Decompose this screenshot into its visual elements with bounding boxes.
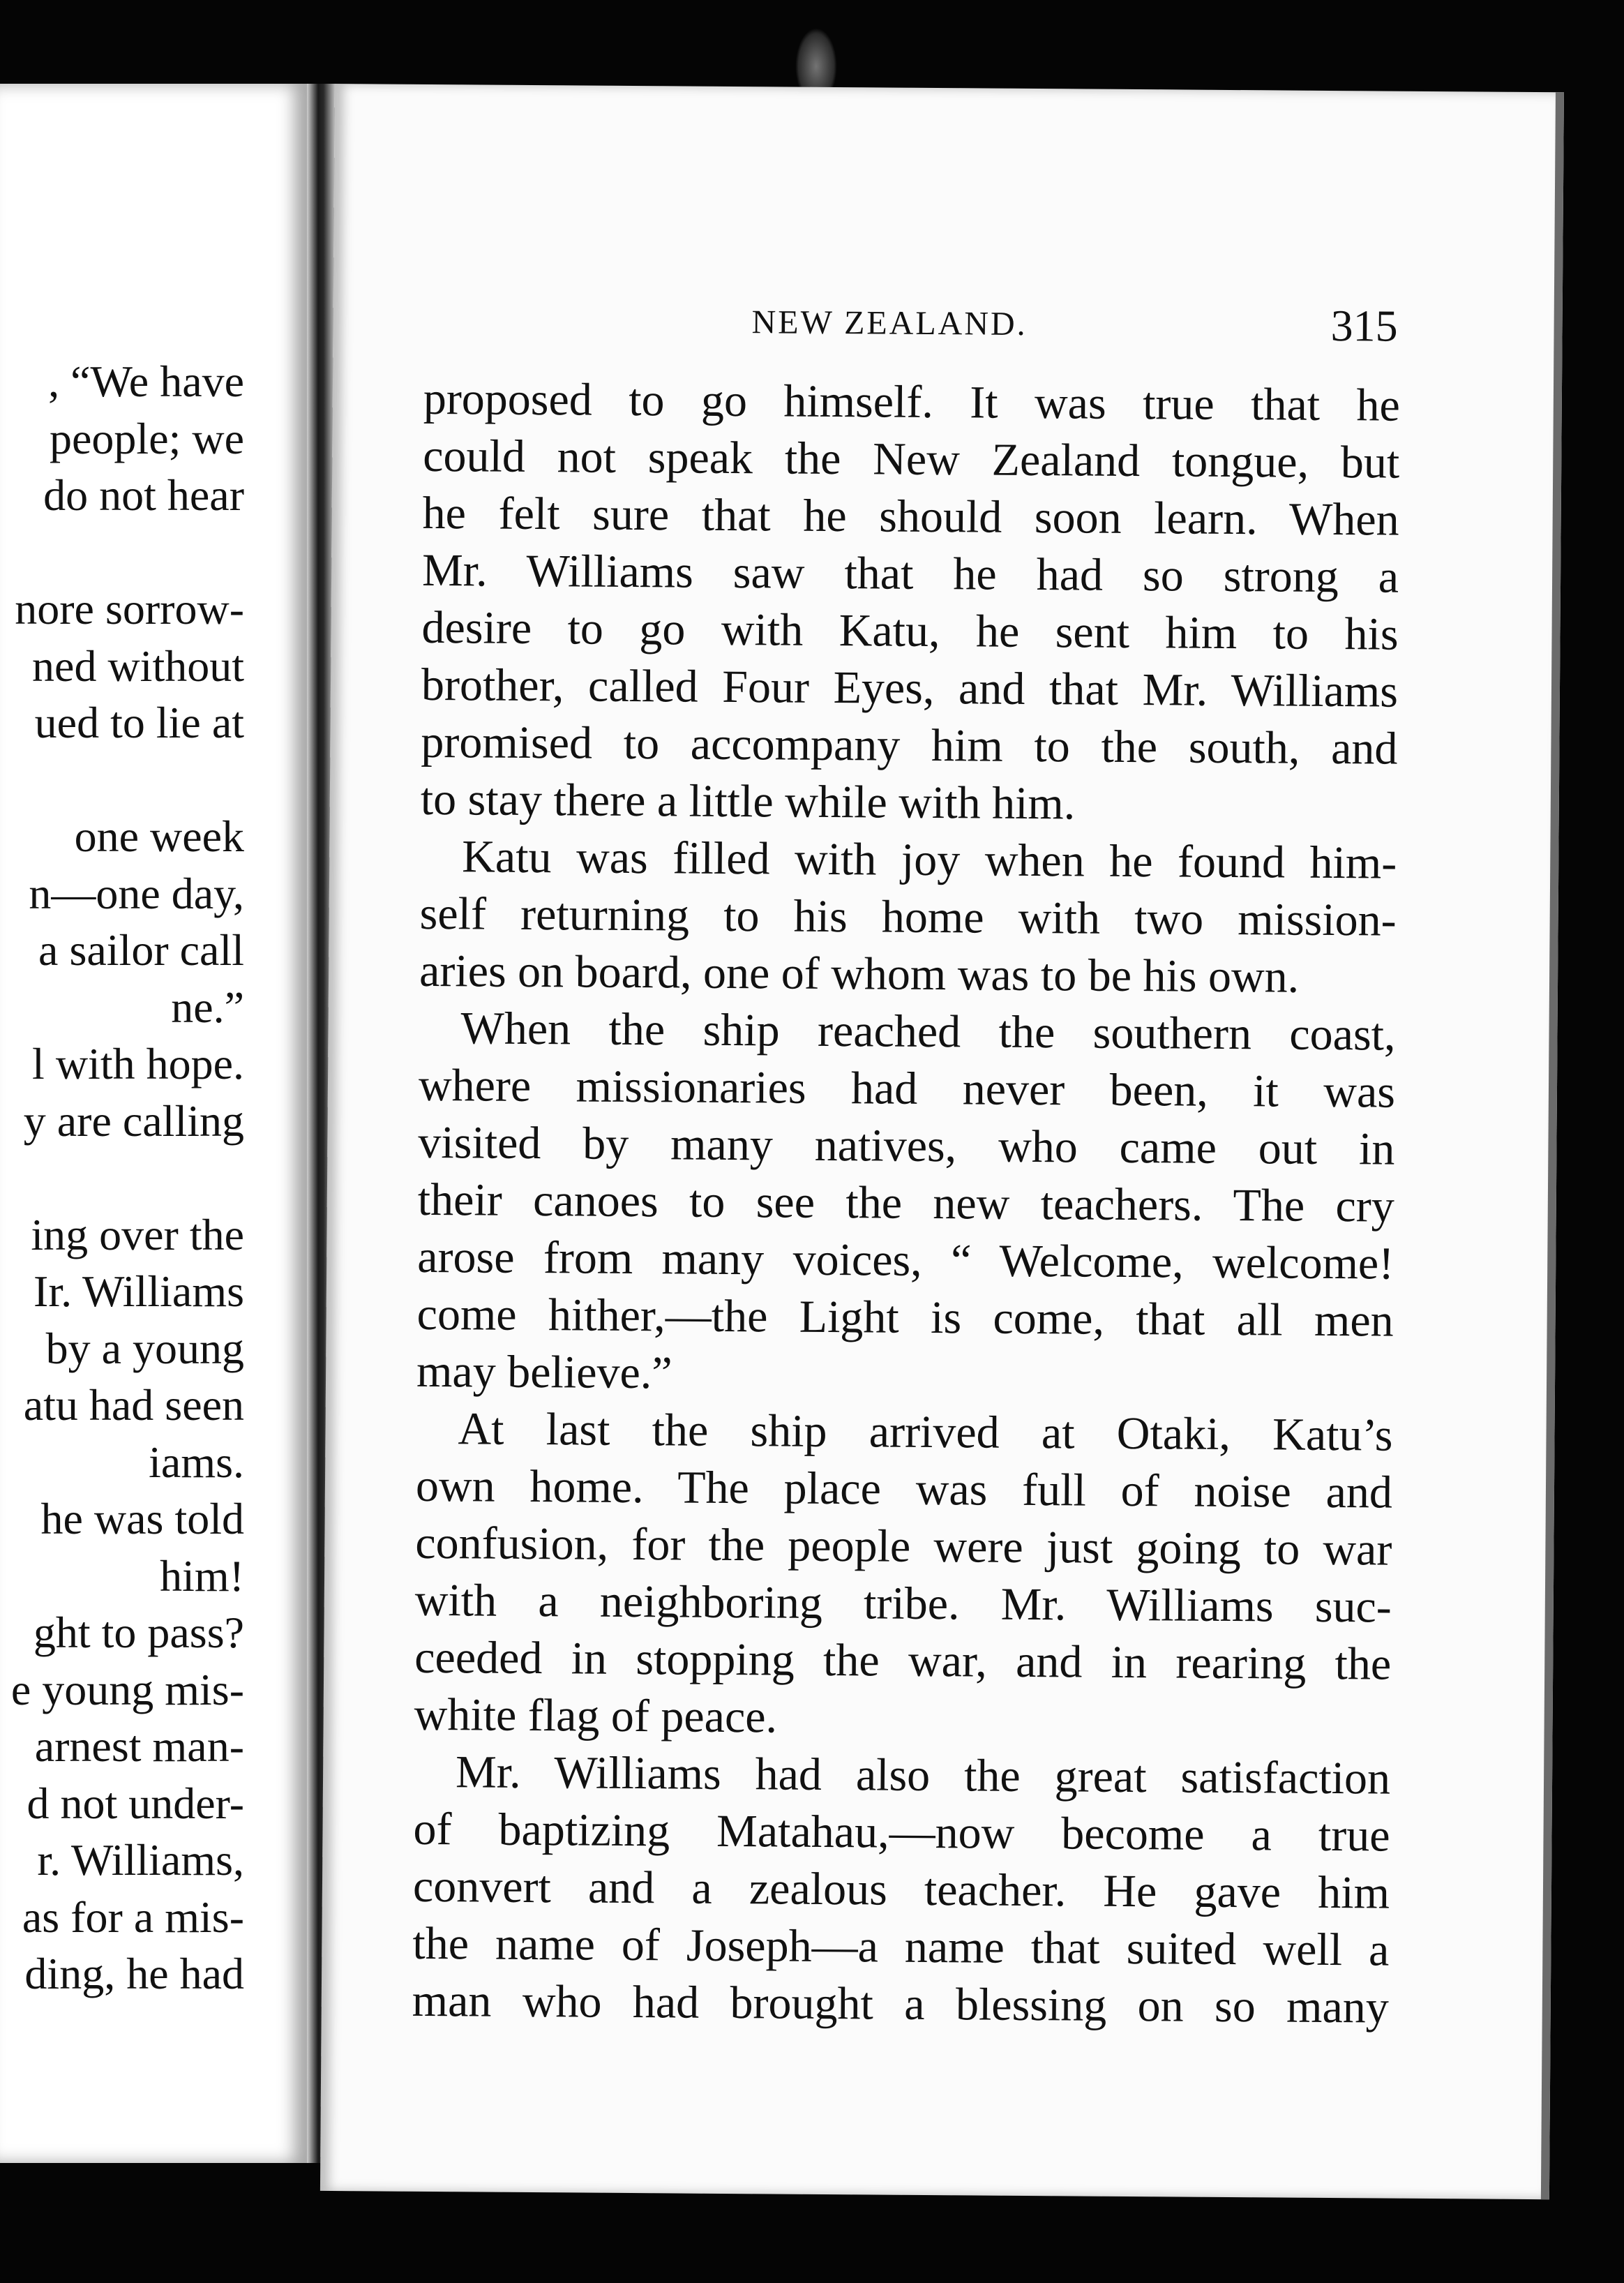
left-page-line: ding, he had <box>24 1949 244 1998</box>
left-page-line: he was told <box>40 1494 244 1543</box>
text-line: white flag of peace. <box>414 1689 778 1743</box>
text-line: arose from many voices, “ Welcome, welcome! <box>417 1231 1394 1289</box>
left-page-line: as for a mis- <box>22 1892 244 1942</box>
left-page-line: nore sorrow- <box>15 584 244 634</box>
text-line: where missionaries had never been, it was <box>418 1059 1396 1118</box>
text-line: promised to accompany him to the south, and <box>421 716 1398 774</box>
left-page-line: n—one day, <box>29 868 244 918</box>
text-line: may believe.” <box>416 1345 672 1399</box>
left-page-line: arnest man- <box>34 1721 244 1771</box>
text-line: to stay there a little while with him. <box>420 773 1076 830</box>
text-line: proposed to go himself. It was true that he <box>423 373 1401 431</box>
left-page-line: ned without <box>32 641 244 691</box>
text-line: could not speak the New Zealand tongue, but <box>423 430 1400 488</box>
text-line: desire to go with Katu, he sent him to his <box>421 601 1399 660</box>
left-page-line: by a young <box>45 1323 244 1373</box>
text-line: own home. The place was full of noise and <box>415 1460 1393 1518</box>
left-page-line: atu had seen <box>23 1380 244 1430</box>
text-line: come hither,—the Light is come, that all men <box>416 1288 1394 1347</box>
text-line: the name of Joseph—a name that suited well a <box>412 1917 1390 1976</box>
left-page-line: , “We have <box>48 357 244 406</box>
text-line: of baptizing Matahau,—now become a true <box>413 1803 1390 1862</box>
text-line: visited by many natives, who came out in <box>418 1116 1395 1175</box>
text-line: Mr. Williams saw that he had so strong a <box>421 544 1399 603</box>
text-line: man who had brought a blessing on so many <box>412 1975 1390 2033</box>
right-page <box>320 84 1564 2199</box>
text-line: he felt sure that he should soon learn. When <box>422 487 1399 546</box>
left-page-line: ued to lie at <box>34 698 244 747</box>
left-page-line: do not hear <box>43 470 244 520</box>
left-page-line: iams. <box>149 1437 244 1487</box>
left-page <box>0 84 307 2163</box>
left-page-line: e young mis- <box>10 1664 244 1714</box>
text-line: At last the ship arrived at Otaki, Katu’s <box>458 1403 1393 1461</box>
text-line: ceeded in stopping the war, and in rearing the <box>414 1631 1392 1690</box>
left-page-line: one week <box>74 811 244 861</box>
text-line: confusion, for the people were just going to war <box>415 1517 1392 1575</box>
running-head: NEW ZEALAND. <box>751 304 1028 343</box>
text-line: with a neighboring tribe. Mr. Williams suc- <box>414 1574 1392 1633</box>
left-page-line: ght to pass? <box>33 1608 244 1657</box>
text-line: self returning to his home with two mission- <box>419 888 1397 946</box>
text-line: When the ship reached the southern coast, <box>460 1003 1396 1061</box>
text-line: Katu was filled with joy when he found him- <box>462 831 1397 889</box>
text-line: convert and a zealous teacher. He gave him <box>412 1860 1390 1919</box>
left-page-line: ing over the <box>31 1209 244 1259</box>
left-page-line: him! <box>160 1550 244 1601</box>
left-page-line: people; we <box>50 413 244 463</box>
text-line: brother, called Four Eyes, and that Mr. Williams <box>421 659 1399 717</box>
left-page-line: r. Williams, <box>37 1835 244 1885</box>
text-line: aries on board, one of whom was to be his own. <box>419 945 1300 1003</box>
left-page-line: Ir. Williams <box>33 1266 244 1316</box>
left-page-line: l with hope. <box>32 1039 244 1088</box>
left-page-line: ne.” <box>171 982 244 1032</box>
left-page-line: d not under- <box>27 1778 244 1828</box>
left-page-line: a sailor call <box>38 925 244 975</box>
left-page-line: y are calling <box>23 1095 244 1146</box>
text-line: Mr. Williams had also the great satisfaction <box>455 1746 1391 1804</box>
text-line: their canoes to see the new teachers. The cry <box>417 1174 1395 1232</box>
page-number: 315 <box>1330 300 1398 351</box>
body-text <box>412 370 1401 2037</box>
